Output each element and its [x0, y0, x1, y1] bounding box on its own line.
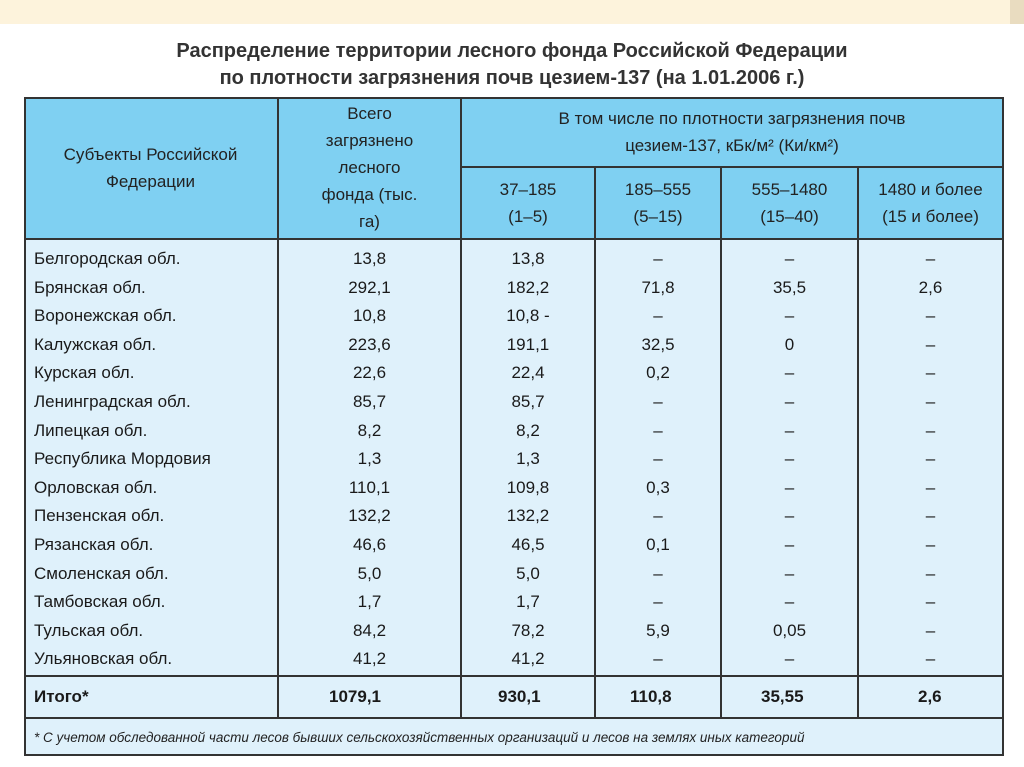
row-range-4: – [925, 506, 936, 526]
table-row [24, 474, 1004, 503]
table-row [24, 274, 1004, 303]
row-range-3: 35,5 [772, 277, 807, 297]
row-range-2: – [653, 249, 663, 268]
row-range-4: – [925, 477, 936, 497]
total-label: Итого* [34, 687, 89, 706]
row-range-2: 0,3 [646, 477, 670, 497]
row-range-1: 109,8 [506, 477, 550, 497]
row-range-1: 1,3 [516, 449, 540, 469]
table-row [24, 445, 1004, 474]
range-3-label: 555–1480 [751, 180, 828, 199]
row-total: 10,8 [352, 306, 387, 326]
row-range-1: 10,8 - [506, 306, 550, 326]
row-range-3: – [784, 649, 795, 669]
row-range-3: – [784, 449, 795, 469]
row-range-4: – [925, 534, 936, 554]
row-range-4: – [925, 563, 936, 583]
row-range-3: 0 [784, 334, 795, 354]
row-subject: Пензенская обл. [34, 506, 165, 526]
row-total: 132,2 [348, 506, 391, 526]
row-range-2: – [653, 449, 663, 469]
range-4-ci: (15 и более) [882, 207, 979, 226]
header-range-2 [596, 168, 720, 238]
row-range-3: – [784, 592, 795, 612]
data-table [24, 97, 1004, 756]
total-range-1: 930,1 [498, 687, 541, 706]
row-range-4: – [925, 449, 936, 469]
table-row [24, 531, 1004, 560]
row-total: 84,2 [352, 620, 387, 640]
row-range-3: – [784, 563, 795, 583]
row-range-3: – [784, 249, 795, 268]
row-range-3: – [784, 477, 795, 497]
range-2-ci: (5–15) [633, 207, 683, 226]
row-range-1: 8,2 [516, 420, 540, 440]
row-range-2: – [653, 420, 663, 440]
table-row [24, 417, 1004, 446]
title-line-1: Распределение территории лесного фонда Российской Федерации [176, 40, 848, 62]
table-row [24, 617, 1004, 646]
row-total: 13,8 [352, 249, 387, 268]
title-line-2: по плотности загрязнения почв цезием-137 (на 1.01.2006 г.) [219, 67, 805, 89]
table-row [24, 359, 1004, 388]
row-total: 292,1 [348, 277, 391, 297]
row-range-1: 13,8 [511, 249, 545, 268]
grid-line [24, 717, 1004, 719]
table-row [24, 302, 1004, 331]
row-range-4: – [925, 620, 936, 640]
row-range-2: 5,9 [646, 620, 670, 640]
header-range-4 [859, 168, 1002, 238]
row-total: 46,6 [352, 534, 387, 554]
total-range-3: 35,55 [761, 687, 804, 706]
row-range-2: 0,1 [646, 534, 670, 554]
range-1-label: 37–185 [499, 180, 557, 199]
row-range-2: 0,2 [646, 363, 670, 383]
row-total: 223,6 [348, 334, 391, 354]
row-range-1: 191,1 [506, 334, 550, 354]
row-subject: Ульяновская обл. [34, 649, 173, 669]
row-subject: Рязанская обл. [34, 534, 154, 554]
row-range-3: – [784, 420, 795, 440]
row-subject: Смоленская обл. [34, 563, 169, 583]
row-range-1: 5,0 [516, 563, 540, 583]
row-range-4: – [925, 249, 936, 268]
row-subject: Брянская обл. [34, 277, 146, 297]
row-range-4: – [925, 391, 936, 411]
table-row [24, 502, 1004, 531]
row-subject: Белгородская обл. [34, 249, 181, 268]
row-range-4: – [925, 592, 936, 612]
row-range-4: – [925, 306, 936, 326]
table-row [24, 560, 1004, 589]
row-total: 1,7 [357, 592, 382, 612]
row-subject: Липецкая обл. [34, 420, 148, 440]
row-total: 41,2 [352, 649, 387, 669]
range-3-ci: (15–40) [760, 207, 819, 226]
row-range-2: – [653, 306, 663, 326]
row-total: 8,2 [357, 420, 382, 440]
header-total: Всего загрязнено лесного фонда (тыс. га) [321, 104, 418, 231]
row-range-4: – [925, 334, 936, 354]
header-range-1 [462, 168, 594, 238]
row-subject: Калужская обл. [34, 334, 157, 354]
top-band-corner [1010, 0, 1024, 24]
row-range-2: – [653, 592, 663, 612]
row-range-4: – [925, 363, 936, 383]
row-range-4: – [925, 649, 936, 669]
footnote: * С учетом обследованной части лесов бывших сельскохозяйственных организаций и лесов на землях иных категорий [34, 730, 805, 745]
row-total: 110,1 [348, 477, 391, 497]
row-range-2: – [653, 563, 663, 583]
range-4-label: 1480 и более [878, 180, 983, 199]
row-range-1: 22,4 [511, 363, 545, 383]
row-range-2: – [653, 391, 663, 411]
total-all: 1079,1 [329, 687, 381, 706]
top-band [0, 0, 1024, 24]
row-range-3: – [784, 534, 795, 554]
range-2-label: 185–555 [624, 180, 692, 199]
row-range-3: – [784, 391, 795, 411]
row-range-2: – [653, 506, 663, 526]
row-range-1: 78,2 [511, 620, 545, 640]
row-range-4: – [925, 420, 936, 440]
grid-line [24, 754, 1004, 756]
row-range-1: 46,5 [511, 534, 545, 554]
row-range-2: – [653, 649, 663, 669]
row-subject: Воронежская обл. [34, 306, 177, 326]
row-range-2: 71,8 [641, 277, 675, 297]
header-range-3 [722, 168, 857, 238]
row-range-1: 1,7 [516, 592, 540, 612]
table-row [24, 388, 1004, 417]
header-subject: Субъекты Российской Федерации [63, 144, 238, 191]
row-range-1: 41,2 [511, 649, 545, 669]
row-subject: Курская обл. [34, 363, 135, 383]
row-total: 5,0 [357, 563, 382, 583]
row-subject: Ленинградская обл. [34, 391, 191, 411]
row-range-2: 32,5 [641, 334, 675, 354]
range-1-ci: (1–5) [508, 207, 548, 226]
total-range-2: 110,8 [630, 687, 672, 706]
row-range-3: – [784, 363, 795, 383]
row-range-4: 2,6 [918, 277, 943, 297]
row-range-3: – [784, 306, 795, 326]
row-range-1: 85,7 [511, 391, 545, 411]
table-row [24, 588, 1004, 617]
table-row [24, 245, 1004, 274]
row-range-3: – [784, 506, 795, 526]
row-total: 85,7 [352, 391, 387, 411]
row-subject: Тульская обл. [34, 620, 144, 640]
total-range-4: 2,6 [918, 687, 942, 706]
page-title [0, 38, 1024, 92]
row-subject: Орловская обл. [34, 477, 158, 497]
row-range-1: 182,2 [506, 277, 550, 297]
table-row [24, 331, 1004, 360]
row-total: 1,3 [357, 449, 382, 469]
table-body [24, 245, 1004, 674]
row-subject: Тамбовская обл. [34, 592, 166, 612]
total-row [24, 679, 1004, 715]
row-subject: Республика Мордовия [34, 449, 211, 469]
header-group: В том числе по плотности загрязнения почв цезием-137, кБк/м² (Ки/км²) [558, 108, 906, 155]
row-range-1: 132,2 [506, 506, 550, 526]
table-row [24, 645, 1004, 674]
row-range-3: 0,05 [772, 620, 807, 640]
row-total: 22,6 [352, 363, 387, 383]
